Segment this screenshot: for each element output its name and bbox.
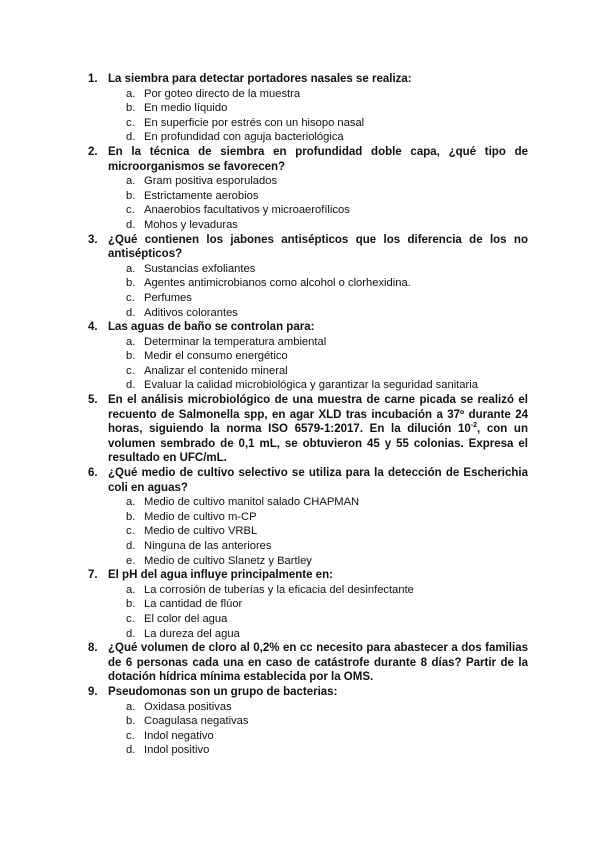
option-item: [108, 700, 528, 715]
option-text: Medio de cultivo m-CP: [144, 510, 257, 523]
option-list: [108, 583, 528, 641]
question-1: [0, 72, 600, 145]
option-letter: a.: [126, 87, 136, 100]
option-text: En profundidad con aguja bacteriológica: [144, 131, 344, 144]
option-text: Analizar el contenido mineral: [144, 364, 288, 377]
option-letter: b.: [126, 598, 136, 611]
option-letter: d.: [126, 306, 136, 319]
option-letter: a.: [126, 583, 136, 596]
option-letter: c.: [126, 291, 135, 304]
option-letter: a.: [126, 175, 136, 188]
option-letter: c.: [126, 116, 135, 129]
option-list: [108, 495, 528, 568]
question-7: [0, 568, 600, 641]
option-item: [108, 276, 528, 291]
option-item: [108, 524, 528, 539]
option-text: Sustancias exfoliantes: [144, 262, 256, 275]
option-item: [108, 539, 528, 554]
option-item: [108, 306, 528, 321]
option-text: Aditivos colorantes: [144, 306, 238, 319]
question-number: 8.: [88, 642, 98, 655]
option-item: [108, 291, 528, 306]
option-letter: b.: [126, 510, 136, 523]
option-item: [108, 262, 528, 277]
option-letter: b.: [126, 102, 136, 115]
option-item: [108, 743, 528, 758]
option-text: La corrosión de tuberías y la eficacia del desinfectante: [144, 583, 414, 596]
option-text: Indol positivo: [144, 744, 210, 757]
option-list: [108, 174, 528, 232]
option-text: En medio líquido: [144, 102, 228, 115]
option-text: Evaluar la calidad microbiológica y garantizar la seguridad sanitaria: [144, 379, 478, 392]
option-letter: e.: [126, 554, 136, 567]
option-letter: b.: [126, 350, 136, 363]
option-text: El color del agua: [144, 612, 228, 625]
option-item: [108, 203, 528, 218]
option-item: [108, 101, 528, 116]
option-letter: d.: [126, 218, 136, 231]
option-item: [108, 612, 528, 627]
question-number: 4.: [88, 321, 98, 334]
option-letter: c.: [126, 204, 135, 217]
question-number: 2.: [88, 145, 98, 158]
option-letter: d.: [126, 131, 136, 144]
option-text: Anaerobios facultativos y microaerofílicos: [144, 204, 350, 217]
option-text: Perfumes: [144, 291, 192, 304]
option-letter: d.: [126, 627, 136, 640]
option-letter: d.: [126, 540, 136, 552]
question-4: [0, 320, 600, 393]
option-list: [108, 700, 528, 758]
question-number: 7.: [88, 569, 98, 582]
option-item: [108, 335, 528, 350]
question-number: 1.: [88, 73, 98, 85]
question-8: [0, 641, 600, 685]
option-item: [108, 495, 528, 510]
option-item: [108, 554, 528, 569]
question-5: [0, 393, 600, 466]
option-text: Medio de cultivo manitol salado CHAPMAN: [144, 496, 360, 509]
question-text: ¿Qué contienen los jabones antisépticos que los diferencia de los no antisépticos?: [108, 233, 528, 261]
question-9: [0, 685, 600, 758]
option-item: [108, 729, 528, 744]
option-list: [108, 335, 528, 393]
option-text: En superficie por estrés con un hisopo nasal: [144, 116, 365, 129]
question-text: La siembra para detectar portadores nasales se realiza:: [108, 73, 412, 85]
question-text: En la técnica de siembra en profundidad doble capa, ¿qué tipo de microorganismos se favorecen?: [108, 145, 528, 173]
question-text-part: , con un volumen sembrado de 0,1 mL, se obtuvieron 45 y 55 colonias. Expresa el resultado en UFC/mL.: [108, 423, 528, 465]
option-letter: a.: [126, 700, 136, 713]
option-text: Ninguna de las anteriores: [144, 540, 272, 552]
option-item: [108, 714, 528, 729]
option-item: [108, 174, 528, 189]
option-list: [108, 262, 528, 320]
option-item: [108, 218, 528, 233]
option-item: [108, 87, 528, 102]
option-item: [108, 510, 528, 525]
question-text: El pH del agua influye principalmente en:: [108, 569, 333, 582]
option-letter: c.: [126, 525, 135, 538]
option-letter: b.: [126, 189, 136, 202]
question-text: [108, 393, 528, 466]
exponent: -2: [470, 422, 477, 430]
option-letter: b.: [126, 277, 136, 290]
option-item: [108, 116, 528, 131]
question-text: Las aguas de baño se controlan para:: [108, 321, 315, 334]
question-2: [0, 145, 600, 233]
question-3: [0, 233, 600, 321]
option-item: [108, 364, 528, 379]
option-text: Agentes antimicrobianos como alcohol o clorhexidina.: [144, 277, 411, 290]
question-text: Pseudomonas son un grupo de bacterias:: [108, 685, 338, 698]
option-letter: d.: [126, 744, 136, 757]
option-text: Medio de cultivo VRBL: [144, 525, 258, 538]
option-letter: c.: [126, 729, 135, 742]
option-item: [108, 627, 528, 642]
option-text: Indol negativo: [144, 729, 214, 742]
option-text: La dureza del agua: [144, 627, 240, 640]
question-number: 5.: [88, 394, 98, 407]
option-item: [108, 583, 528, 598]
option-letter: a.: [126, 496, 136, 509]
option-text: Medir el consumo energético: [144, 350, 288, 363]
option-text: Gram positiva esporulados: [144, 175, 278, 188]
question-list: [0, 72, 600, 758]
option-text: Estrictamente aerobios: [144, 189, 259, 202]
question-number: 3.: [88, 233, 98, 246]
option-letter: a.: [126, 335, 136, 348]
question-text: ¿Qué medio de cultivo selectivo se utiliza para la detección de Escherichia coli en aguas?: [108, 467, 528, 494]
option-text: Por goteo directo de la muestra: [144, 87, 301, 100]
option-item: [108, 349, 528, 364]
question-number: 9.: [88, 685, 98, 698]
question-6: [0, 466, 600, 568]
option-text: Medio de cultivo Slanetz y Bartley: [144, 554, 312, 567]
option-item: [108, 597, 528, 612]
option-text: La cantidad de flúor: [144, 598, 243, 611]
option-letter: a.: [126, 262, 136, 275]
option-item: [108, 130, 528, 145]
option-letter: d.: [126, 379, 136, 392]
option-letter: c.: [126, 612, 135, 625]
option-letter: c.: [126, 364, 135, 377]
option-list: [108, 87, 528, 145]
option-text: Coagulasa negativas: [144, 715, 249, 728]
question-number: 6.: [88, 467, 98, 480]
option-letter: b.: [126, 715, 136, 728]
option-item: [108, 378, 528, 393]
question-text-part: En el análisis microbiológico de una muestra de carne picada se realizó el recuento de Salmonella spp, en agar XLD tras incubación a 37º durante 24 horas, siguiendo la norma ISO 6579-1:2017. En la dilución 10: [108, 394, 528, 436]
option-item: [108, 189, 528, 204]
question-text: ¿Qué volumen de cloro al 0,2% en cc necesito para abastecer a dos familias de 6 personas cada una en caso de catástrofe durante 8 días? Partir de la dotación hídrica mínima establecida por la OMS.: [108, 642, 528, 684]
option-text: Determinar la temperatura ambiental: [144, 335, 327, 348]
option-text: Mohos y levaduras: [144, 218, 238, 231]
option-text: Oxidasa positivas: [144, 700, 232, 713]
